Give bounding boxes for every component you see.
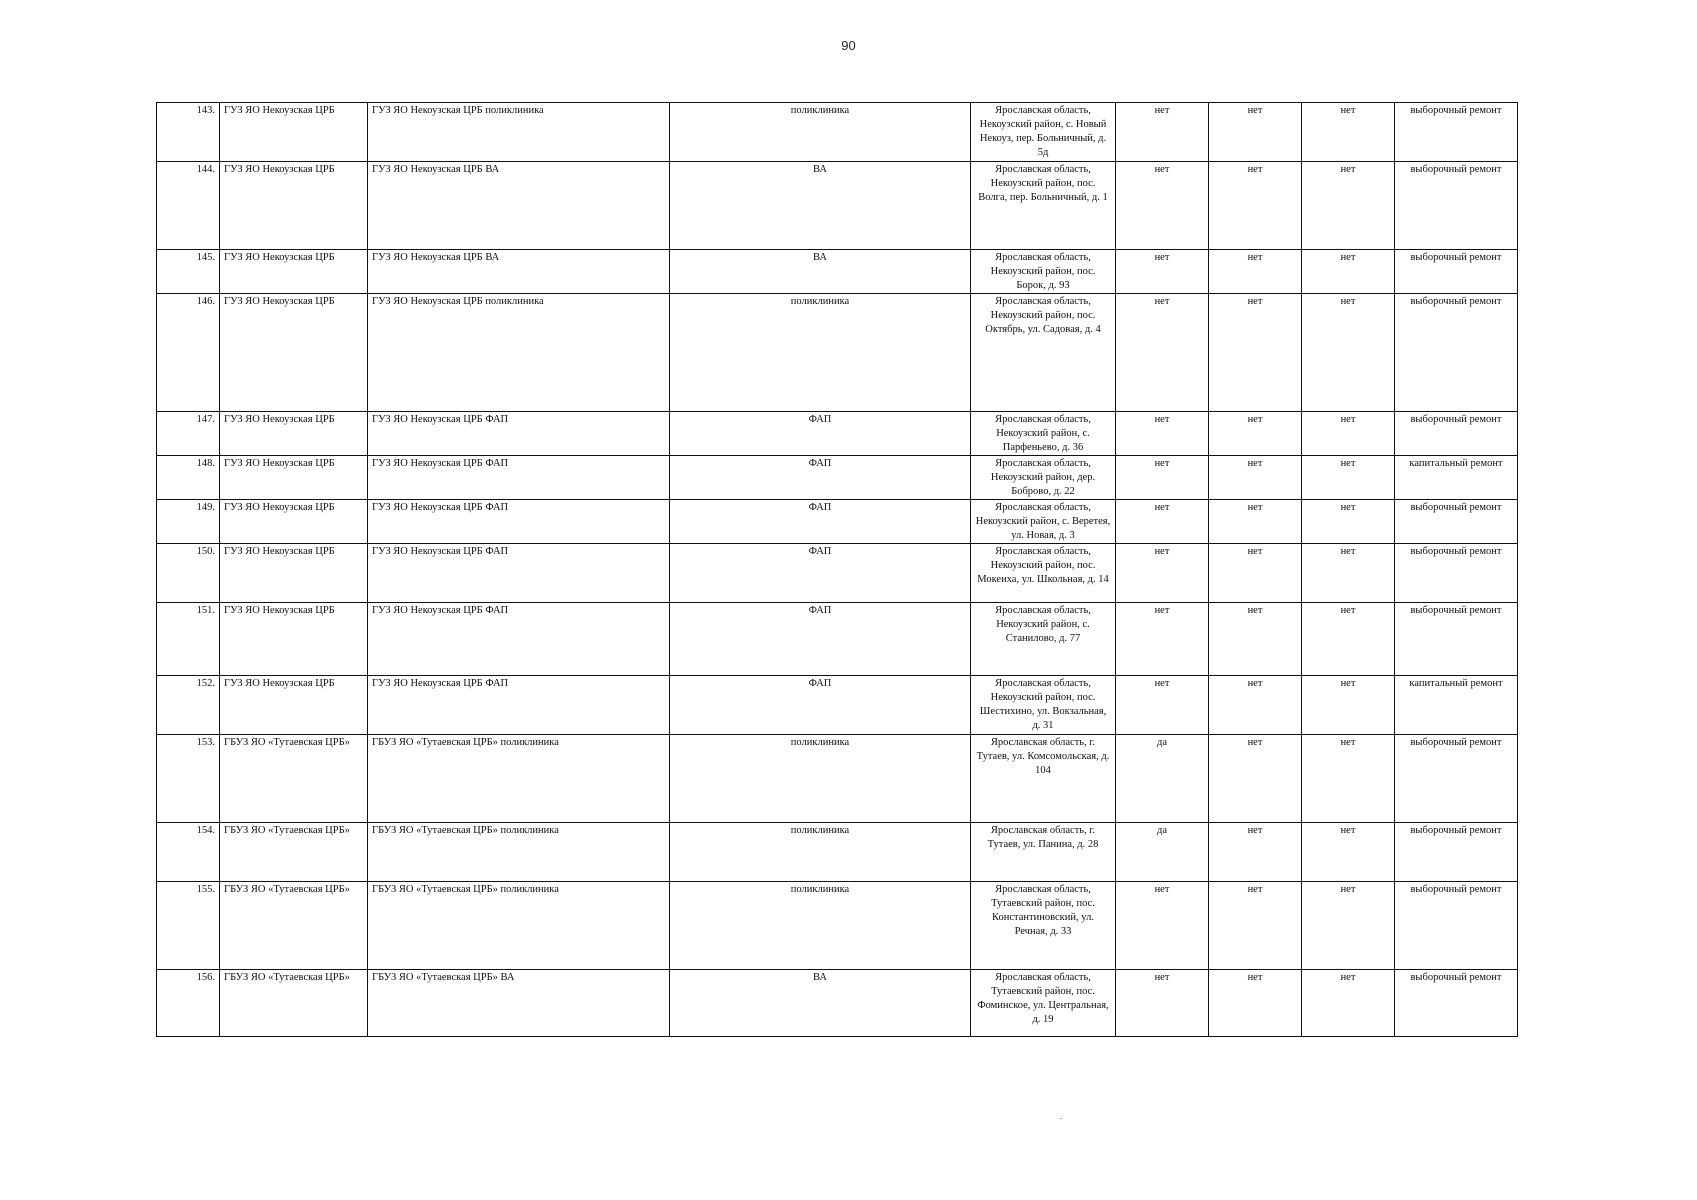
organization-name-cell: ГУЗ ЯО Некоузская ЦРБ <box>220 103 368 162</box>
flag-2-cell: нет <box>1209 162 1302 250</box>
flag-2-cell: нет <box>1209 544 1302 603</box>
row-number-cell: 144. <box>157 162 220 250</box>
repair-type-cell: капитальный ремонт <box>1395 676 1518 735</box>
repair-type-cell: выборочный ремонт <box>1395 735 1518 823</box>
facility-type-cell: ФАП <box>670 544 971 603</box>
facility-type-cell: ВА <box>670 162 971 250</box>
flag-2-cell: нет <box>1209 676 1302 735</box>
organization-name-cell: ГУЗ ЯО Некоузская ЦРБ <box>220 456 368 500</box>
unit-name-cell: ГБУЗ ЯО «Тутаевская ЦРБ» поликлиника <box>368 735 670 823</box>
repair-type-cell: выборочный ремонт <box>1395 412 1518 456</box>
facility-address-cell: Ярославская область, Некоузский район, пос. Борок, д. 93 <box>971 250 1116 294</box>
unit-name-cell: ГУЗ ЯО Некоузская ЦРБ ВА <box>368 162 670 250</box>
flag-1-cell: нет <box>1116 676 1209 735</box>
repair-type-cell: выборочный ремонт <box>1395 500 1518 544</box>
organization-name-cell: ГБУЗ ЯО «Тутаевская ЦРБ» <box>220 882 368 970</box>
unit-name-cell: ГУЗ ЯО Некоузская ЦРБ ФАП <box>368 456 670 500</box>
row-number-cell: 156. <box>157 970 220 1037</box>
table-row <box>157 412 1518 456</box>
repair-type-cell: выборочный ремонт <box>1395 103 1518 162</box>
page-number: 90 <box>841 38 856 53</box>
flag-2-cell: нет <box>1209 456 1302 500</box>
table-row <box>157 456 1518 500</box>
unit-name-cell: ГУЗ ЯО Некоузская ЦРБ ФАП <box>368 412 670 456</box>
flag-1-cell: нет <box>1116 250 1209 294</box>
organization-name-cell: ГБУЗ ЯО «Тутаевская ЦРБ» <box>220 970 368 1037</box>
repair-type-cell: выборочный ремонт <box>1395 882 1518 970</box>
repair-type-cell: выборочный ремонт <box>1395 294 1518 412</box>
unit-name-cell: ГБУЗ ЯО «Тутаевская ЦРБ» поликлиника <box>368 823 670 882</box>
flag-1-cell: нет <box>1116 970 1209 1037</box>
organization-name-cell: ГБУЗ ЯО «Тутаевская ЦРБ» <box>220 735 368 823</box>
unit-name-cell: ГБУЗ ЯО «Тутаевская ЦРБ» поликлиника <box>368 882 670 970</box>
unit-name-cell: ГУЗ ЯО Некоузская ЦРБ ФАП <box>368 676 670 735</box>
facility-type-cell: поликлиника <box>670 735 971 823</box>
facility-address-cell: Ярославская область, Некоузский район, с. Новый Некоуз, пер. Больничный, д. 5д <box>971 103 1116 162</box>
table-row <box>157 970 1518 1037</box>
flag-1-cell: нет <box>1116 500 1209 544</box>
flag-2-cell: нет <box>1209 823 1302 882</box>
repair-type-cell: выборочный ремонт <box>1395 823 1518 882</box>
flag-1-cell: нет <box>1116 294 1209 412</box>
facility-type-cell: ФАП <box>670 603 971 676</box>
flag-2-cell: нет <box>1209 412 1302 456</box>
flag-3-cell: нет <box>1302 823 1395 882</box>
facility-address-cell: Ярославская область, Некоузский район, с. Парфеньево, д. 36 <box>971 412 1116 456</box>
flag-2-cell: нет <box>1209 882 1302 970</box>
flag-3-cell: нет <box>1302 735 1395 823</box>
flag-2-cell: нет <box>1209 294 1302 412</box>
facility-type-cell: ФАП <box>670 456 971 500</box>
flag-3-cell: нет <box>1302 882 1395 970</box>
organization-name-cell: ГУЗ ЯО Некоузская ЦРБ <box>220 162 368 250</box>
organization-name-cell: ГУЗ ЯО Некоузская ЦРБ <box>220 676 368 735</box>
row-number-cell: 154. <box>157 823 220 882</box>
flag-3-cell: нет <box>1302 544 1395 603</box>
row-number-cell: 147. <box>157 412 220 456</box>
flag-1-cell: нет <box>1116 103 1209 162</box>
facility-address-cell: Ярославская область, г. Тутаев, ул. Комсомольская, д. 104 <box>971 735 1116 823</box>
row-number-cell: 155. <box>157 882 220 970</box>
facility-address-cell: Ярославская область, Некоузский район, дер. Боброво, д. 22 <box>971 456 1116 500</box>
table-row <box>157 676 1518 735</box>
table-body <box>157 103 1518 1037</box>
flag-2-cell: нет <box>1209 603 1302 676</box>
unit-name-cell: ГУЗ ЯО Некоузская ЦРБ ФАП <box>368 603 670 676</box>
facility-table <box>156 102 1518 1037</box>
row-number-cell: 153. <box>157 735 220 823</box>
facility-address-cell: Ярославская область, Некоузский район, с. Веретея, ул. Новая, д. 3 <box>971 500 1116 544</box>
table-row <box>157 882 1518 970</box>
table-row <box>157 735 1518 823</box>
unit-name-cell: ГУЗ ЯО Некоузская ЦРБ ФАП <box>368 500 670 544</box>
unit-name-cell: ГУЗ ЯО Некоузская ЦРБ ВА <box>368 250 670 294</box>
facility-address-cell: Ярославская область, г. Тутаев, ул. Панина, д. 28 <box>971 823 1116 882</box>
table-row <box>157 603 1518 676</box>
flag-3-cell: нет <box>1302 500 1395 544</box>
organization-name-cell: ГУЗ ЯО Некоузская ЦРБ <box>220 250 368 294</box>
facility-type-cell: ВА <box>670 250 971 294</box>
facility-type-cell: поликлиника <box>670 294 971 412</box>
facility-type-cell: ФАП <box>670 676 971 735</box>
row-number-cell: 150. <box>157 544 220 603</box>
facility-address-cell: Ярославская область, Тутаевский район, пос. Константиновский, ул. Речная, д. 33 <box>971 882 1116 970</box>
repair-type-cell: выборочный ремонт <box>1395 970 1518 1037</box>
facility-type-cell: поликлиника <box>670 882 971 970</box>
repair-type-cell: выборочный ремонт <box>1395 603 1518 676</box>
table-row <box>157 544 1518 603</box>
scan-speck <box>1060 1118 1062 1119</box>
flag-3-cell: нет <box>1302 456 1395 500</box>
flag-1-cell: нет <box>1116 603 1209 676</box>
facility-type-cell: ФАП <box>670 412 971 456</box>
table-row <box>157 250 1518 294</box>
flag-3-cell: нет <box>1302 250 1395 294</box>
unit-name-cell: ГУЗ ЯО Некоузская ЦРБ поликлиника <box>368 103 670 162</box>
table-row <box>157 103 1518 162</box>
flag-3-cell: нет <box>1302 162 1395 250</box>
repair-type-cell: выборочный ремонт <box>1395 162 1518 250</box>
organization-name-cell: ГУЗ ЯО Некоузская ЦРБ <box>220 544 368 603</box>
flag-2-cell: нет <box>1209 103 1302 162</box>
flag-1-cell: да <box>1116 735 1209 823</box>
flag-1-cell: нет <box>1116 412 1209 456</box>
flag-1-cell: нет <box>1116 544 1209 603</box>
unit-name-cell: ГБУЗ ЯО «Тутаевская ЦРБ» ВА <box>368 970 670 1037</box>
flag-2-cell: нет <box>1209 500 1302 544</box>
facility-address-cell: Ярославская область, Некоузский район, пос. Волга, пер. Больничный, д. 1 <box>971 162 1116 250</box>
row-number-cell: 152. <box>157 676 220 735</box>
facility-address-cell: Ярославская область, Некоузский район, пос. Октябрь, ул. Садовая, д. 4 <box>971 294 1116 412</box>
facility-type-cell: поликлиника <box>670 103 971 162</box>
flag-3-cell: нет <box>1302 603 1395 676</box>
organization-name-cell: ГУЗ ЯО Некоузская ЦРБ <box>220 500 368 544</box>
organization-name-cell: ГУЗ ЯО Некоузская ЦРБ <box>220 603 368 676</box>
table-row <box>157 162 1518 250</box>
repair-type-cell: капитальный ремонт <box>1395 456 1518 500</box>
facility-address-cell: Ярославская область, Тутаевский район, пос. Фоминское, ул. Центральная, д. 19 <box>971 970 1116 1037</box>
flag-2-cell: нет <box>1209 970 1302 1037</box>
flag-1-cell: нет <box>1116 162 1209 250</box>
flag-2-cell: нет <box>1209 250 1302 294</box>
row-number-cell: 149. <box>157 500 220 544</box>
repair-type-cell: выборочный ремонт <box>1395 544 1518 603</box>
flag-1-cell: нет <box>1116 456 1209 500</box>
facility-address-cell: Ярославская область, Некоузский район, с. Станилово, д. 77 <box>971 603 1116 676</box>
flag-3-cell: нет <box>1302 294 1395 412</box>
row-number-cell: 148. <box>157 456 220 500</box>
flag-1-cell: нет <box>1116 882 1209 970</box>
organization-name-cell: ГУЗ ЯО Некоузская ЦРБ <box>220 294 368 412</box>
flag-3-cell: нет <box>1302 412 1395 456</box>
flag-2-cell: нет <box>1209 735 1302 823</box>
facility-address-cell: Ярославская область, Некоузский район, пос. Мокеиха, ул. Школьная, д. 14 <box>971 544 1116 603</box>
facility-address-cell: Ярославская область, Некоузский район, пос. Шестихино, ул. Вокзальная, д. 31 <box>971 676 1116 735</box>
flag-3-cell: нет <box>1302 103 1395 162</box>
row-number-cell: 145. <box>157 250 220 294</box>
organization-name-cell: ГУЗ ЯО Некоузская ЦРБ <box>220 412 368 456</box>
flag-3-cell: нет <box>1302 676 1395 735</box>
table-row <box>157 823 1518 882</box>
table-row <box>157 294 1518 412</box>
organization-name-cell: ГБУЗ ЯО «Тутаевская ЦРБ» <box>220 823 368 882</box>
facility-type-cell: ФАП <box>670 500 971 544</box>
facility-type-cell: поликлиника <box>670 823 971 882</box>
table-row <box>157 500 1518 544</box>
row-number-cell: 143. <box>157 103 220 162</box>
flag-1-cell: да <box>1116 823 1209 882</box>
row-number-cell: 151. <box>157 603 220 676</box>
row-number-cell: 146. <box>157 294 220 412</box>
repair-type-cell: выборочный ремонт <box>1395 250 1518 294</box>
unit-name-cell: ГУЗ ЯО Некоузская ЦРБ поликлиника <box>368 294 670 412</box>
unit-name-cell: ГУЗ ЯО Некоузская ЦРБ ФАП <box>368 544 670 603</box>
flag-3-cell: нет <box>1302 970 1395 1037</box>
facility-type-cell: ВА <box>670 970 971 1037</box>
